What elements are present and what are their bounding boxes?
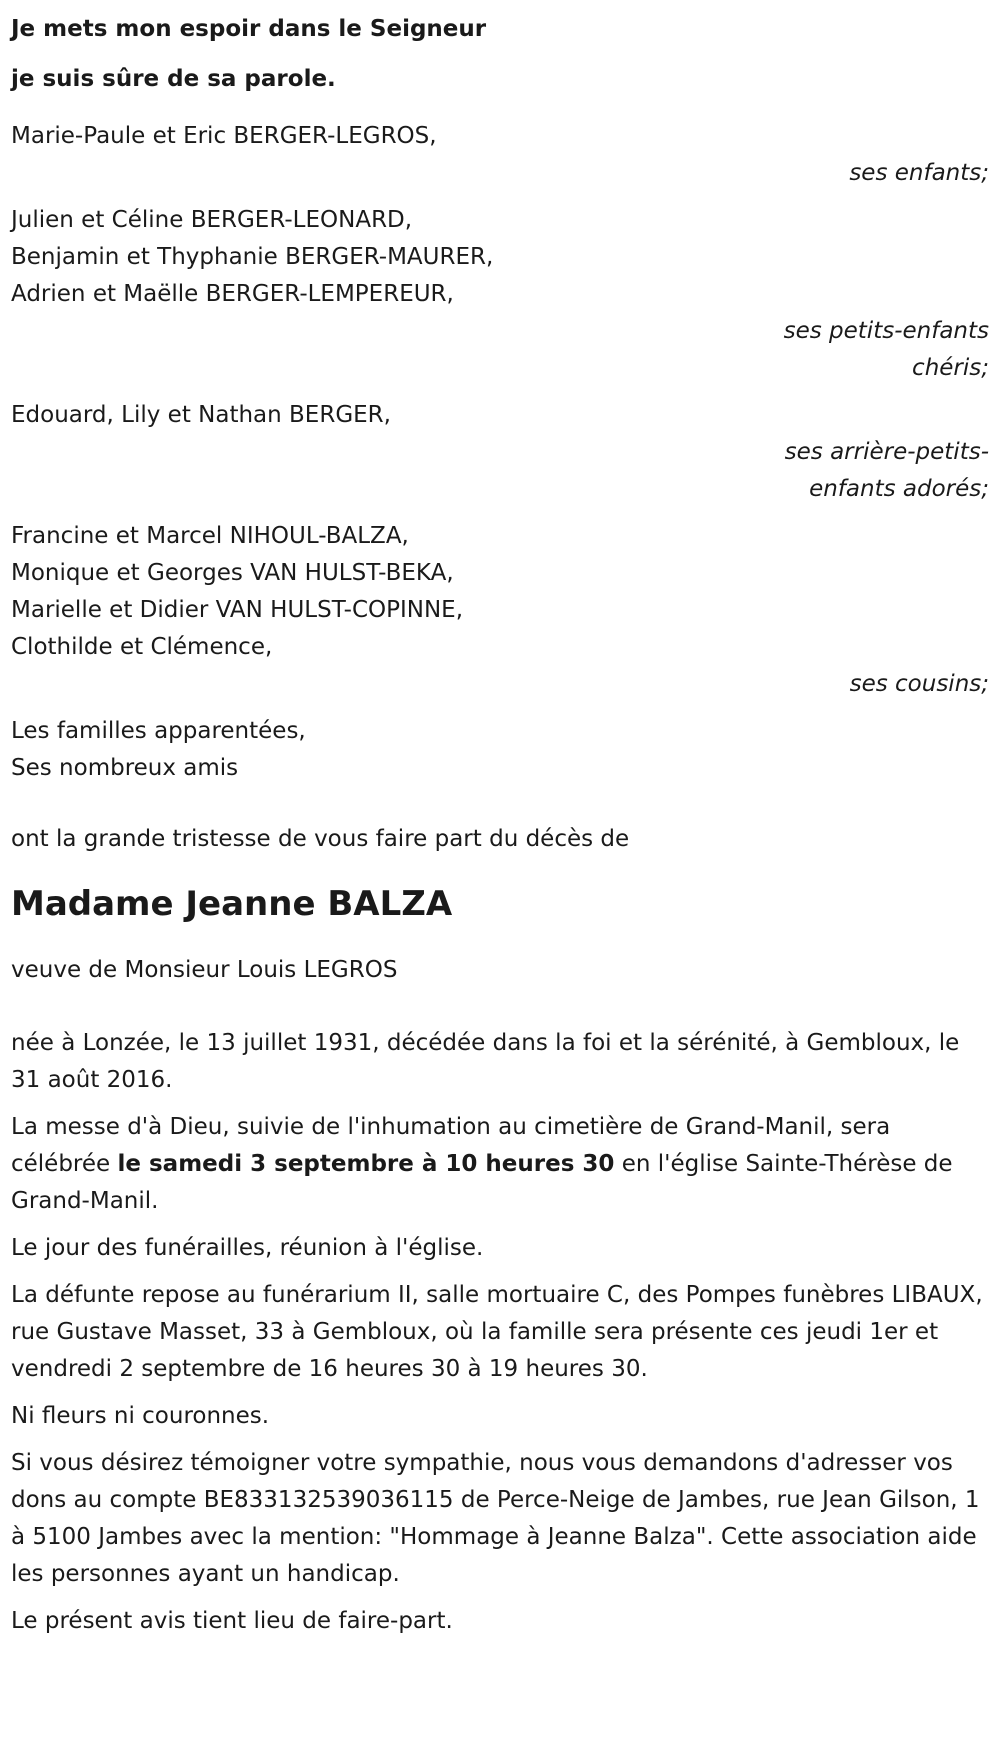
- family-name: Adrien et Maëlle BERGER-LEMPEREUR,: [11, 281, 454, 307]
- family-group-great-grandchildren: [11, 397, 991, 508]
- mass-paragraph: [11, 1109, 991, 1220]
- rest-paragraph: La défunte repose au funérarium II, salle mortuaire C, des Pompes funèbres LIBAUX, rue Gustave Masset, 33 à Gembloux, où la famille sera présente ces jeudi 1er et vendredi 2 septembre de 16 heures 30 à 19 heures 30.: [11, 1282, 983, 1382]
- epigraph-line: je suis sûre de sa parole.: [11, 66, 336, 92]
- family-group-grandchildren: [11, 202, 991, 387]
- relation-label: [11, 155, 991, 192]
- flowers-paragraph: Ni fleurs ni couronnes.: [11, 1403, 270, 1429]
- birth-death-paragraph: née à Lonzée, le 13 juillet 1931, décédée dans la foi et la sérénité, à Gembloux, le 31 août 2016.: [11, 1030, 960, 1093]
- family-names: [11, 118, 991, 155]
- family-name: Marie-Paule et Eric BERGER-LEGROS,: [11, 123, 437, 149]
- relation-label: [11, 313, 991, 387]
- obituary-content: [11, 4, 991, 1640]
- family-name: Marielle et Didier VAN HULST-COPINNE,: [11, 597, 464, 623]
- extended-family-line: Ses nombreux amis: [11, 755, 239, 781]
- relation-line: chéris;: [912, 355, 989, 381]
- funeral-day-paragraph: Le jour des funérailles, réunion à l'église.: [11, 1235, 484, 1261]
- relation-line: ses enfants;: [849, 160, 989, 186]
- relation-line: enfants adorés;: [809, 476, 989, 502]
- widow-of: veuve de Monsieur Louis LEGROS: [11, 957, 398, 983]
- epigraph-line: Je mets mon espoir dans le Seigneur: [11, 16, 487, 42]
- family-name: Julien et Céline BERGER-LEONARD,: [11, 207, 413, 233]
- family-names: [11, 202, 991, 313]
- family-name: Benjamin et Thyphanie BERGER-MAURER,: [11, 244, 494, 270]
- deceased-name: Madame Jeanne BALZA: [11, 884, 453, 924]
- epigraph: [11, 4, 991, 104]
- announcement: ont la grande tristesse de vous faire part du décès de: [11, 826, 630, 852]
- relation-label: [11, 434, 991, 508]
- donation-paragraph: Si vous désirez témoigner votre sympathie, nous vous demandons d'adresser vos dons au compte BE833132539036115 de Perce-Neige de Jambes, rue Jean Gilson, 1 à 5100 Jambes avec la mention: "Hommage à Jeanne Balza". Cette association aide les personnes ayant un handicap.: [11, 1450, 980, 1587]
- family-name: Francine et Marcel NIHOUL-BALZA,: [11, 523, 409, 549]
- family-group-cousins: [11, 518, 991, 703]
- extended-family: [11, 713, 991, 787]
- mass-text: La messe d'à Dieu, suivie de l'inhumation au cimetière de Grand-Manil, sera célébrée: [11, 1114, 891, 1177]
- mass-date: le samedi 3 septembre à 10 heures 30: [117, 1151, 615, 1177]
- relation-line: ses arrière-petits-: [784, 439, 989, 465]
- mass-text: en l'église Sainte-Thérèse de Grand-Manil.: [11, 1151, 953, 1214]
- relation-label: [11, 666, 991, 703]
- family-names: [11, 518, 991, 666]
- relation-line: ses petits-enfants: [783, 318, 989, 344]
- family-group-children: [11, 118, 991, 192]
- notice-paragraph: Le présent avis tient lieu de faire-part.: [11, 1608, 453, 1634]
- family-names: [11, 397, 991, 434]
- family-name: Clothilde et Clémence,: [11, 634, 273, 660]
- family-name: Edouard, Lily et Nathan BERGER,: [11, 402, 391, 428]
- relation-line: ses cousins;: [849, 671, 989, 697]
- extended-family-line: Les familles apparentées,: [11, 718, 306, 744]
- family-name: Monique et Georges VAN HULST-BEKA,: [11, 560, 454, 586]
